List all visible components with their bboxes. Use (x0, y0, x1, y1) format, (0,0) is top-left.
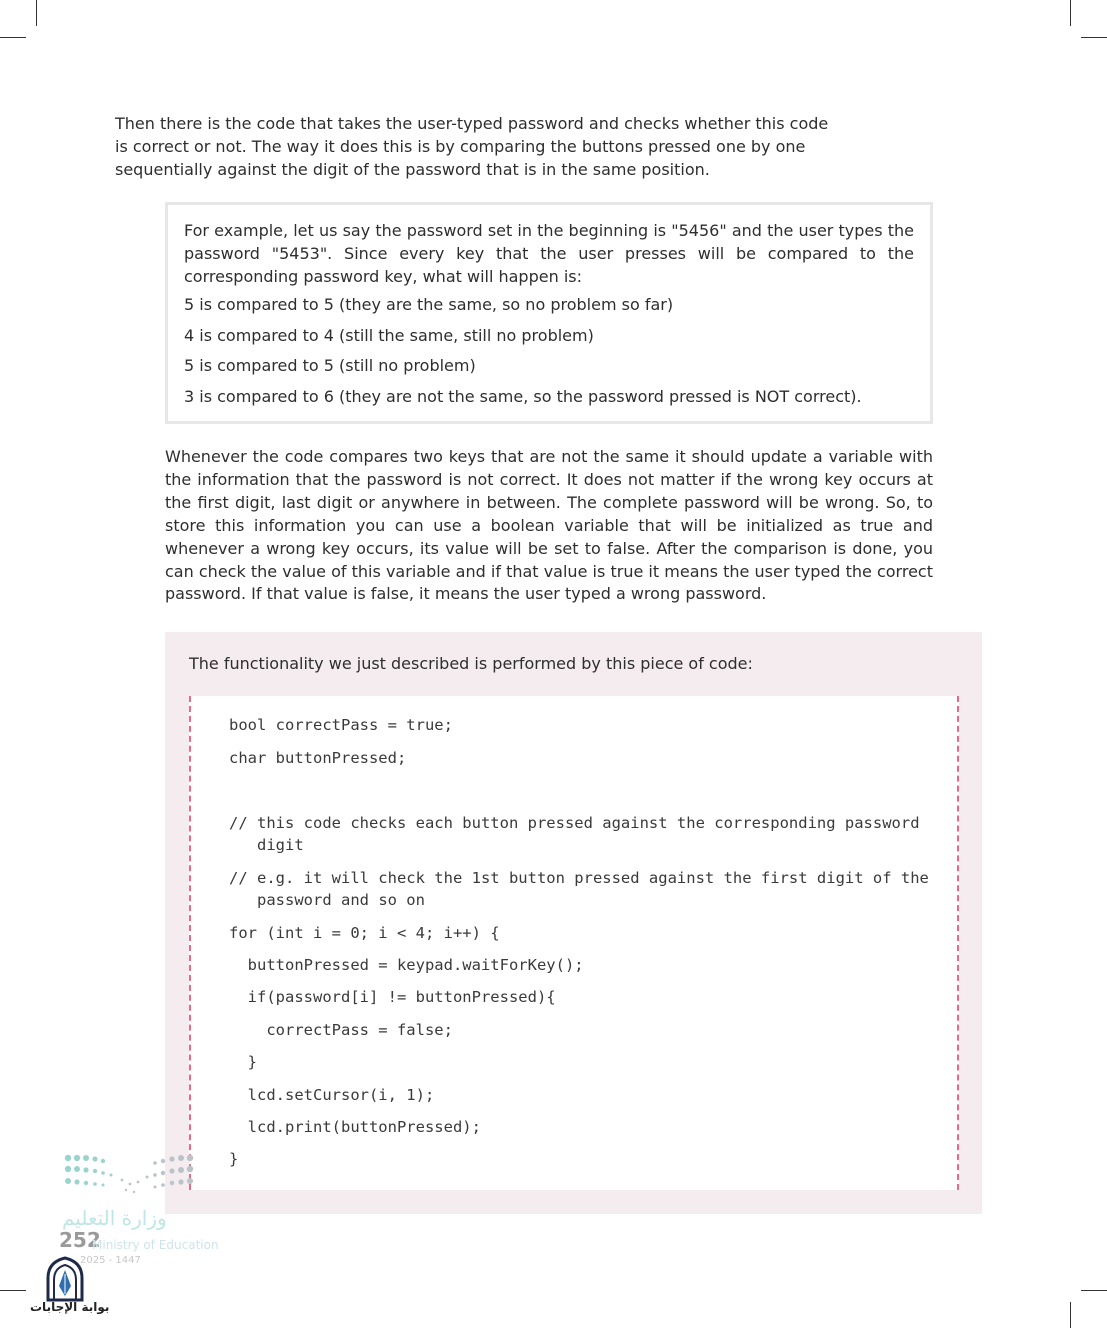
code-comment: // e.g. it will check the 1st button pressed against the first digit of the (229, 869, 929, 887)
page-number: 252 (59, 1228, 101, 1252)
code-line: } (229, 1150, 239, 1168)
code-block (189, 696, 959, 1190)
crop-mark (1081, 1290, 1107, 1291)
body-paragraph: Whenever the code compares two keys that are not the same it should update a variable with the information that the password is not correct. It does not matter if the wrong key occurs at the first digit, last digit or anywhere in between. The complete password will be wrong. So, to store this information you can use a boolean variable that will be initialized as true and whenever a wrong key occurs, its value will be set to false. After the comparison is done, you can check the value of this variable and if that value is true it means the user typed the correct password. If that value is false, it means the user typed a wrong password. (165, 447, 933, 604)
ministry-logo-icon (62, 1150, 202, 1200)
example-line: 5 is compared to 5 (they are the same, so no problem so far) (184, 295, 674, 314)
example-lead: For example, let us say the password set in the beginning is "5456" and the user types the password "5453". Since every key that the user presses will be compared to the corresponding password key, what will happen is: (184, 221, 914, 286)
crop-mark (0, 1290, 26, 1291)
watermark-arch-icon (44, 1256, 86, 1302)
code-line: if(password[i] != buttonPressed){ (229, 988, 556, 1006)
edition-years: 2025 - 1447 (80, 1255, 141, 1266)
code-line: char buttonPressed; (229, 749, 407, 767)
example-line: 5 is compared to 5 (still no problem) (184, 356, 476, 375)
code-line: bool correctPass = true; (229, 716, 453, 734)
ministry-name-arabic: وزارة التعليم (62, 1206, 167, 1230)
example-line: 4 is compared to 4 (still the same, still no problem) (184, 325, 594, 345)
watermark-text: بوابة الإجابات (30, 1300, 110, 1314)
example-line: 3 is compared to 6 (they are not the same, so the password pressed is NOT correct). (184, 386, 862, 406)
crop-mark (0, 37, 26, 38)
code-line: buttonPressed = keypad.waitForKey(); (229, 956, 584, 974)
code-line: for (int i = 0; i < 4; i++) { (229, 924, 500, 942)
crop-mark (1070, 1302, 1071, 1328)
crop-mark (36, 0, 37, 26)
code-line: lcd.print(buttonPressed); (229, 1118, 481, 1136)
code-comment: // this code checks each button pressed against the corresponding password (229, 814, 920, 832)
ministry-name-english: Ministry of Education (92, 1238, 219, 1252)
code-line: } (229, 1053, 257, 1071)
crop-mark (1070, 0, 1071, 26)
example-box (165, 202, 933, 424)
code-line: lcd.setCursor(i, 1); (229, 1086, 435, 1104)
code-line: correctPass = false; (229, 1021, 453, 1039)
code-panel (165, 632, 982, 1214)
crop-mark (1081, 37, 1107, 38)
code-comment: digit (257, 836, 304, 854)
code-comment: password and so on (257, 891, 425, 909)
intro-paragraph: Then there is the code that takes the user-typed password and checks whether this code is correct or not. The way it does this is by comparing the buttons pressed one by one sequentially against the digit of the password that is in the same position. (115, 114, 829, 179)
code-caption: The functionality we just described is performed by this piece of code: (189, 654, 753, 673)
